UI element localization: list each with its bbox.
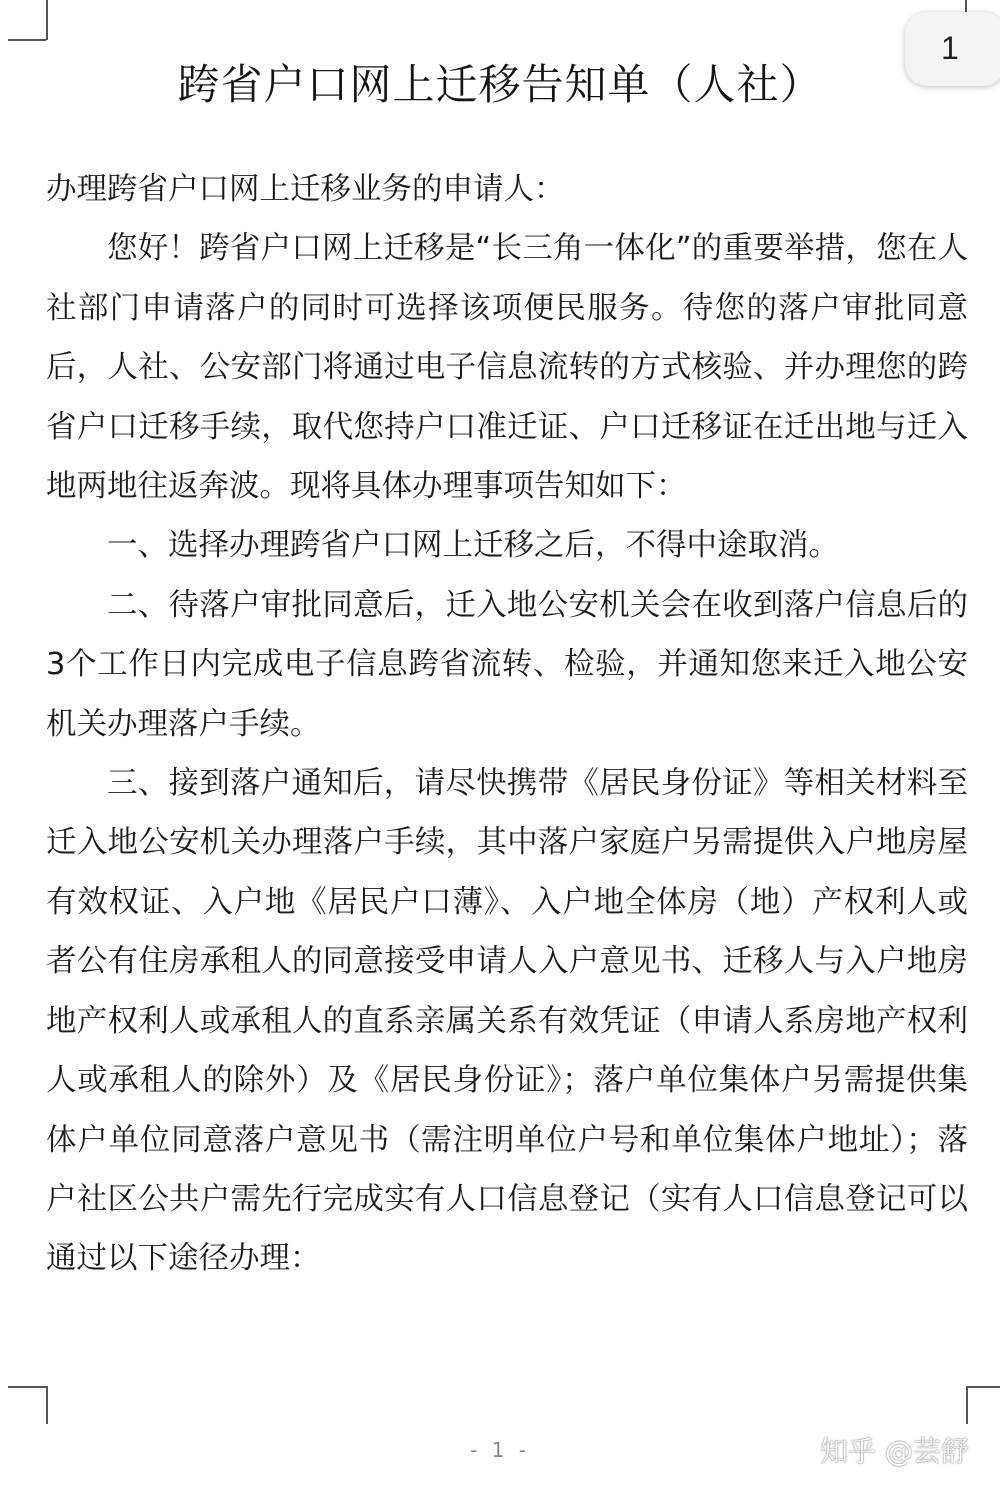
document-title: 跨省户口网上迁移告知单（人社） [177,60,823,109]
footer-page-number: - 1 - [470,1438,530,1462]
page-number-badge-label: 1 [941,30,959,66]
paragraph-item-1: 一、选择办理跨省户口网上迁移之后，不得中途取消。 [107,528,839,564]
crop-mark-top-left-vertical [46,0,48,40]
document-body [46,160,968,1289]
paragraph-intro: 您好！跨省户口网上迁移是“长三角一体化”的重要举措，您在人社部门申请落户的同时可选择该项便民服务。待您的落户审批同意后，人社、公安部门将通过电子信息流转的方式核验、并办理您的跨省户口迁移手续，取代您持户口准迁证、户口迁移证在迁出地与迁入地两地往返奔波。现将具体办理事项告知如下： [46,231,968,505]
paragraph-item-2: 二、待落户审批同意后，迁入地公安机关会在收到落户信息后的3个工作日内完成电子信息跨省流转、检验，并通知您来迁入地公安机关办理落户手续。 [46,587,968,742]
crop-mark-br-vertical [966,1386,968,1424]
crop-mark-br-horizontal [966,1386,1000,1388]
watermark: 知乎 @芸舒 [820,1435,969,1468]
salutation: 办理跨省户口网上迁移业务的申请人： [46,172,565,207]
crop-mark-bl-horizontal [8,1386,46,1388]
paragraph-item-3: 三、接到落户通知后，请尽快携带《居民身份证》等相关材料至迁入地公安机关办理落户手续，其中落户家庭户另需提供入户地房屋有效权证、入户地《居民户口薄》、入户地全体房（地）产权利人或者公有住房承租人的同意接受申请人入户意见书、迁移人与入户地房地产权利人或承租人的直系亲属关系有效凭证（申请人系房地产权利人或承租人的除外）及《居民身份证》；落户单位集体户另需提供集体户单位同意落户意见书（需注明单位户号和单位集体户地址）；落户社区公共户需先行完成实有人口信息登记（实有人口信息登记可以通过以下途径办理： [46,766,968,1277]
crop-mark-top-left-horizontal [8,39,46,41]
crop-mark-bl-vertical [46,1386,48,1424]
